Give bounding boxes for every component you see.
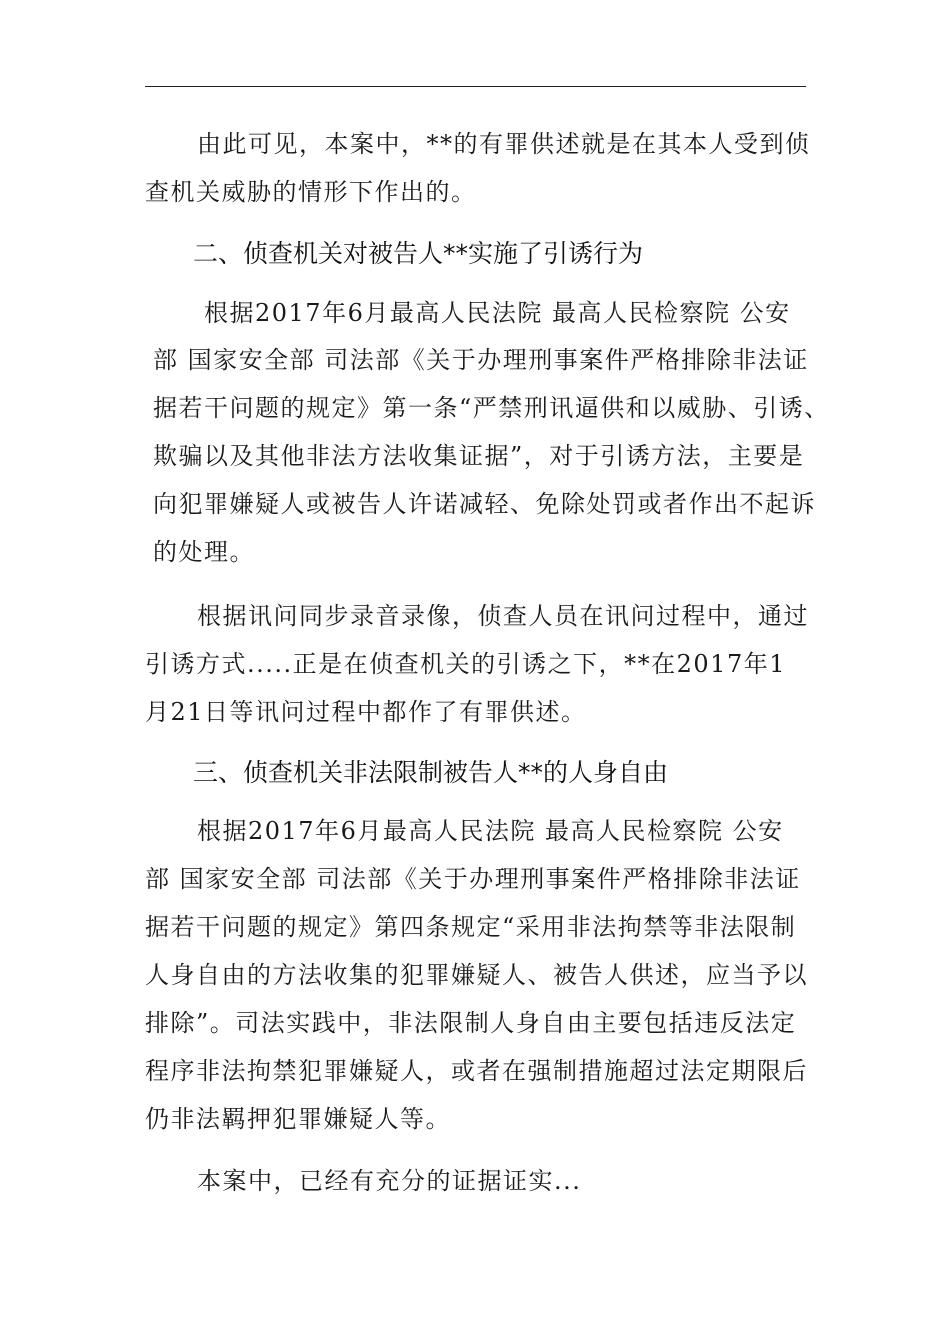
section-heading-3: 三、侦查机关非法限制被告人**的人身自由 [193,758,669,787]
paragraph-4-line-7: 仍非法羁押犯罪嫌疑人等。 [145,1105,451,1133]
paragraph-5-line-1: 本案中，已经有充分的证据证实... [197,1167,582,1195]
paragraph-4-line-3: 据若干问题的规定》第四条规定“采用非法拘禁等非法限制 [145,913,797,941]
paragraph-1-line-1: 由此可见，本案中，**的有罪供述就是在其本人受到侦 [197,130,811,158]
paragraph-3-line-2: 引诱方式.....正是在侦查机关的引诱之下，**在2017年1 [145,650,786,678]
paragraph-3-line-1: 根据讯问同步录音录像，侦查人员在讯问过程中，通过 [197,602,809,630]
paragraph-4-line-4: 人身自由的方法收集的犯罪嫌疑人、被告人供述，应当予以 [145,961,808,989]
paragraph-2-line-6: 的处理。 [153,538,255,566]
paragraph-2-line-4: 欺骗以及其他非法方法收集证据”，对于引诱方法，主要是 [153,442,805,470]
paragraph-2-line-2: 部 国家安全部 司法部《关于办理刑事案件严格排除非法证 [153,346,809,374]
header-rule [145,86,806,87]
paragraph-2-line-5: 向犯罪嫌疑人或被告人许诺减轻、免除处罚或者作出不起诉 [153,490,816,518]
paragraph-4-line-6: 程序非法拘禁犯罪嫌疑人，或者在强制措施超过法定期限后 [145,1057,808,1085]
paragraph-4-line-1: 根据2017年6月最高人民法院 最高人民检察院 公安 [197,817,784,845]
paragraph-4-line-2: 部 国家安全部 司法部《关于办理刑事案件严格排除非法证 [145,865,801,893]
paragraph-2-line-1: 根据2017年6月最高人民法院 最高人民检察院 公安 [204,299,791,327]
paragraph-3-line-3: 月21日等讯问过程中都作了有罪供述。 [145,698,587,726]
paragraph-2-line-3: 据若干问题的规定》第一条“严禁刑讯逼供和以威胁、引诱、 [153,394,830,422]
paragraph-4-line-5: 排除”。司法实践中，非法限制人身自由主要包括违反法定 [145,1009,797,1037]
section-heading-2: 二、侦查机关对被告人**实施了引诱行为 [193,239,644,268]
paragraph-1-line-2: 查机关威胁的情形下作出的。 [145,178,477,206]
